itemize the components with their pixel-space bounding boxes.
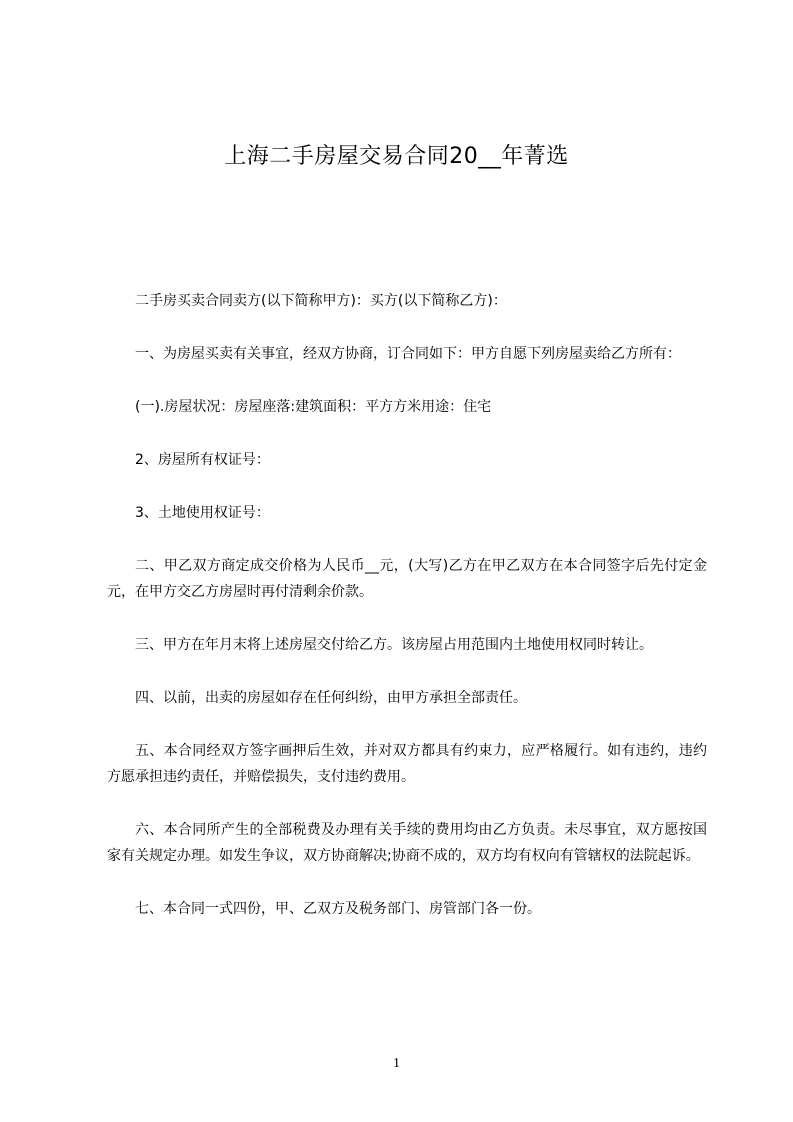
paragraph-clause-3: 三、甲方在年月末将上述房屋交付给乙方。该房屋占用范围内土地使用权同时转让。 xyxy=(135,637,653,653)
paragraph-parties: 二手房买卖合同卖方(以下简称甲方)：买方(以下简称乙方)： xyxy=(135,293,507,309)
paragraph-property-status: (一).房屋状况：房屋座落:建筑面积：平方方米用途：住宅 xyxy=(135,399,492,415)
paragraph-clause-6: 六、本合同所产生的全部税费及办理有关手续的费用均由乙方负责。未尽事宜，双方愿按国家有关规定办理。如发生争议，双方协商解决;协商不成的，双方均有权向有管辖权的法院起诉。 xyxy=(107,822,707,864)
paragraph-clause-5: 五、本合同经双方签字画押后生效，并对双方都具有约束力，应严格履行。如有违约，违约方愿承担违约责任，并赔偿损失，支付违约费用。 xyxy=(107,743,707,785)
document-body xyxy=(107,288,707,949)
paragraph-clause-2: 二、甲乙双方商定成交价格为人民币__元，(大写)乙方在甲乙双方在本合同签字后先付定金元，在甲方交乙方房屋时再付清剩余价款。 xyxy=(107,558,707,600)
paragraph-clause-1: 一、为房屋买卖有关事宜，经双方协商，订合同如下：甲方自愿下列房屋卖给乙方所有： xyxy=(135,346,681,362)
paragraph-ownership-cert: 2、房屋所有权证号： xyxy=(135,452,270,468)
paragraph-clause-7: 七、本合同一式四份，甲、乙双方及税务部门、房管部门各一份。 xyxy=(135,901,541,917)
document-title: 上海二手房屋交易合同20__年菁选 xyxy=(224,144,569,169)
paragraph-land-cert: 3、土地使用权证号： xyxy=(135,505,270,521)
page-number: 1 xyxy=(393,1056,400,1071)
paragraph-clause-4: 四、以前，出卖的房屋如存在任何纠纷，由甲方承担全部责任。 xyxy=(135,690,527,706)
